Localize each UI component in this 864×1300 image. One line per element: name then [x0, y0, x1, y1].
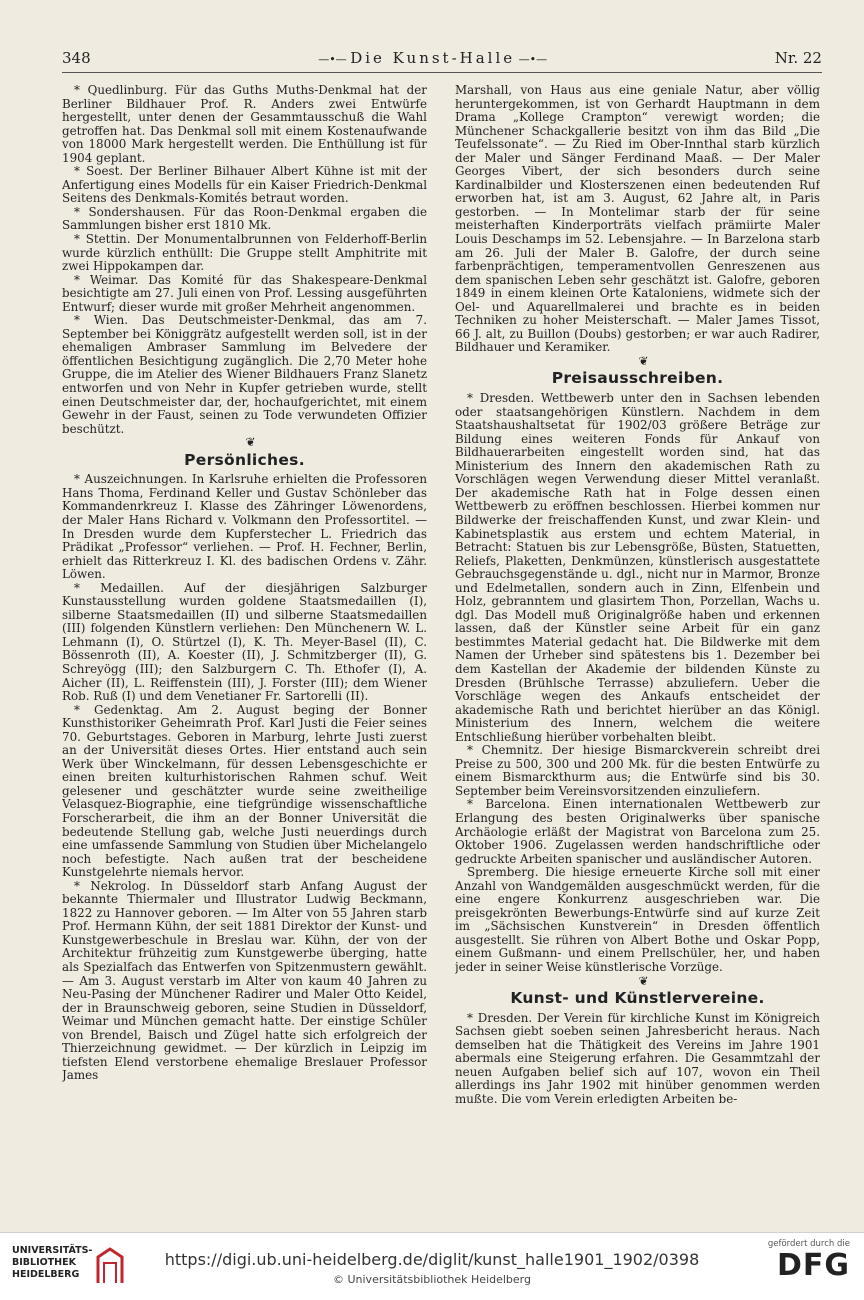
header-rule	[62, 72, 822, 73]
article-paragraph: * Gedenktag. Am 2. August beging der Bonner Kunsthistoriker Geheimrath Prof. Karl Justi die Feier seines 70. Geburtstages. Geboren in Marburg, lehrte Justi zuerst an der Universität dieses Ortes. Hier entstand auch sein Werk über Winckelmann, für dessen Lebensgeschichte er einen breiten kulturhistorischen Rahmen schuf. Weit gelesener und geschätzter wurde seine zweitheilige Velasquez-Biographie, eine tiefgründige wissenschaftliche Forscherarbeit, die ihm an der Bonner Universität die bedeutende Stellung gab, welche Justi neuerdings durch eine umfassende Sammlung von Studien über Michelangelo noch befestigte. Nach außen trat der bescheidene Kunstgelehrte niemals hervor.	[62, 702, 427, 880]
library-line-3: HEIDELBERG	[12, 1269, 80, 1280]
copyright-notice: © Universitätsbibliothek Heidelberg	[332, 1273, 531, 1286]
article-paragraph: * Weimar. Das Komité für das Shakespeare-Denkmal besichtigte am 27. Juli einen von Prof. Lessing ausgeführten Entwurf; dieser wurde mit großer Mehrheit angenommen.	[62, 272, 427, 314]
dfg-wordmark: DFG	[776, 1248, 850, 1283]
permalink-url[interactable]: https://digi.ub.uni-heidelberg.de/diglit/kunst_halle1901_1902/0398	[164, 1250, 700, 1269]
article-paragraph: * Wien. Das Deutschmeister-Denkmal, das am 7. September bei Königgrätz aufgestellt werden soll, ist in der ehemaligen Ambraser Sammlung im Belvedere der öffentlichen Besichtigung zugänglich. Die 2,70 Meter hohe Gruppe, die im Atelier des Wiener Bildhauers Franz Slanetz entworfen und von Nehr in Kupfer getrieben wurde, stellt einen Deutschmeister dar, der, hochaufgerichtet, mit einem Gewehr in der Faust, seinen zu Tode verwundeten Offizier beschützt.	[62, 313, 427, 436]
article-paragraph: * Medaillen. Auf der diesjährigen Salzburger Kunstausstellung wurden goldene Staatsmedaillen (I), silberne Staatsmedaillen (II) und silberne Staatsmedaillen (III) folgenden Künstlern verliehen: Den Münchenern W. L. Lehmann (I), O. Stürtzel (I), K. Th. Meyer-Basel (II), C. Bössenroth (II), A. Koester (II), J. Schmitzberger (II), G. Schreyögg (III); den Salzburgern C. Th. Ethofer (I), A. Aicher (II), L. Reiffenstein (III), J. Forster (III); dem Wiener Rob. Ruß (I) und dem Venetianer Fr. Sartorelli (II).	[62, 580, 427, 704]
article-paragraph: * Chemnitz. Der hiesige Bismarckverein schreibt drei Preise zu 500, 300 und 200 Mk. für die besten Entwürfe zu einem Bismarckthurm aus; die Entwürfe sind bis 30. September beim Vereinsvorsitzenden einzuliefern.	[455, 743, 820, 798]
article-paragraph: * Quedlinburg. Für das Guths Muths-Denkmal hat der Berliner Bildhauer Prof. R. Anders zwei Entwürfe hergestellt, unter denen der Gesammtausschuß die Wahl getroffen hat. Das Denkmal soll mit einem Kostenaufwande von 18000 Mark hergestellt werden. Die Enthüllung ist für 1904 geplant.	[62, 84, 427, 165]
page-number: 348	[62, 49, 91, 67]
issue-number: Nr. 22	[774, 49, 822, 67]
library-line-2: BIBLIOTHEK	[12, 1257, 76, 1268]
ornament-icon: ❦	[638, 353, 649, 368]
article-paragraph: * Barcelona. Einen internationalen Wettbewerb zur Erlangung des besten Originalwerks über spanische Archäologie erläßt der Magistrat von Barcelona zum 25. Oktober 1906. Zugelassen werden handschriftliche oder gedruckte Arbeiten spanischer und ausländischer Autoren.	[455, 797, 820, 866]
library-line-1: UNIVERSITÄTS-	[12, 1245, 93, 1256]
article-paragraph: * Nekrolog. In Düsseldorf starb Anfang August der bekannte Thiermaler und Illustrator Ludwig Beckmann, 1822 zu Hannover geboren. — Im Alter von 55 Jahren starb Prof. Hermann Kühn, der seit 1881 Direktor der Kunst- und Kunstgewerbeschule in Breslau war. Kühn, der von der Architektur frühzeitig zum Kunstgewerbe überging, hatte als Spezialfach das Entwerfen von Spitzenmustern gewählt. — Am 3. August verstarb im Alter von kaum 40 Jahren zu Neu-Pasing der Münchener Radirer und Maler Otto Keidel, der in Braunschweig geboren, seine Studien in Düsseldorf, Weimar und München gemacht hatte. Der einstige Schüler von Brendel, Baisch und Zügel hatte sich erfolgreich der Thierzeichnung gewidmet. — Der kürzlich in Leipzig im tiefsten Elend verstorbene ehemalige Breslauer Professor James	[62, 878, 427, 1083]
footer-bar	[0, 1232, 864, 1300]
section-heading: Persönliches.	[184, 450, 305, 469]
article-paragraph: * Stettin. Der Monumentalbrunnen von Felderhoff-Berlin wurde kürzlich enthüllt: Die Gruppe stellt Amphitrite mit zwei Hippokampen dar.	[62, 232, 427, 274]
journal-title: —•— Die Kunst-Halle —•—	[318, 49, 547, 67]
article-paragraph: * Dresden. Der Verein für kirchliche Kunst im Königreich Sachsen giebt soeben seinen Jahresbericht heraus. Nach demselben hat die Thätigkeit des Vereins im Jahre 1901 abermals eine Steigerung erfahren. Die Gesammtzahl der neuen Aufgaben belief sich auf 107, wovon ein Theil allerdings ins Jahr 1902 mit hinüber genommen werden mußte. Die vom Verein erledigten Arbeiten be-	[455, 1010, 820, 1106]
article-paragraph: * Auszeichnungen. In Karlsruhe erhielten die Professoren Hans Thoma, Ferdinand Keller und Gustav Schönleber das Kommandenrkreuz I. Klasse des Zähringer Löwenordens, der Maler Hans Richard v. Volkmann den Professortitel. — In Dresden wurde dem Kupferstecher L. Friedrich das Prädikat „Professor“ verliehen. — Prof. H. Fechner, Berlin, erhielt das Ritterkreuz I. Kl. des badischen Ordens v. Zähr. Löwen.	[62, 472, 427, 582]
dfg-logo	[740, 1239, 850, 1283]
article-paragraph: Marshall, von Haus aus eine geniale Natur, aber völlig heruntergekommen, ist von Gerhardt Hauptmann in dem Drama „Kollege Crampton“ verewigt worden; die Münchener Schackgallerie besitzt von ihm das Bild „Die Teufelssonate“. — Zu Ried im Ober-Innthal starb kürzlich der Maler und Sänger Ferdinand Maaß. — Der Maler Georges Vibert, der sich besonders durch seine Kardinalbilder und Klosterszenen einen bedeutenden Ruf erworben hat, ist am 3. August, 62 Jahre alt, in Paris gestorben. — In Montelimar starb der für seine meisterhaften Kinderporträts vielfach prämiirte Maler Louis Deschamps im 52. Lebensjahre. — In Barzelona starb am 26. Juli der Maler B. Galofre, der durch seine farbenprächtigen, temperamentvollen Genreszenen aus dem spanischen Leben sehr geschätzt ist. Galofre, geboren 1849 in einem kleinen Orte Kataloniens, widmete sich der Oel- und Aquarellmalerei und brachte es in beiden Techniken zu hoher Meisterschaft. — Maler James Tissot, 66 J. alt, zu Buillon (Doubs) gestorben; er war auch Radirer, Bildhauer und Keramiker.	[455, 84, 820, 355]
article-paragraph: * Soest. Der Berliner Bilhauer Albert Kühne ist mit der Anfertigung eines Modells für ein Kaiser Friedrich-Denkmal Seitens des Denkmals-Komités betraut worden.	[62, 164, 427, 206]
page-header	[62, 44, 822, 72]
article-paragraph: Spremberg. Die hiesige erneuerte Kirche soll mit einer Anzahl von Wandgemälden ausgeschmückt werden, für die eine engere Konkurrenz ausgeschrieben war. Die preisgekrönten Bewerbungs-Entwürfe sind auf kurze Zeit im „Sächsischen Kunstverein“ in Dresden öffentlich ausgestellt. Sie rühren von Albert Bothe und Oskar Popp, einem Gußmann- und einem Prellschüler, her, und haben jeder in seiner Weise künstlerische Vorzüge.	[455, 865, 820, 974]
funded-by-label: gefördert durch die	[767, 1239, 850, 1249]
article-paragraph: * Sondershausen. Für das Roon-Denkmal ergaben die Sammlungen bisher erst 1810 Mk.	[62, 204, 427, 233]
section-heading: Kunst- und Künstlervereine.	[510, 989, 765, 1008]
ornament-icon: ❦	[245, 435, 256, 450]
left-column	[62, 84, 427, 1204]
section-heading: Preisausschreiben.	[551, 369, 724, 388]
ornament-icon: ❦	[638, 973, 649, 988]
right-column	[455, 84, 820, 1204]
article-paragraph: * Dresden. Wettbewerb unter den in Sachsen lebenden oder staatsangehörigen Künstlern. Nachdem in dem Staatshaushaltsetat für 1902/03 größere Beträge zur Bildung eines weiteren Fonds für Ankauf von Bildhauerarbeiten eingestellt worden sind, hat das Ministerium des Innern den akademischen Rath zu Vorschlägen wegen Verwendung dieser Mittel veranlaßt. Der akademische Rath hat in Folge dessen einen Wettbewerb zu eröffnen beschlossen. Hierbei kommen nur Bildwerke der freischaffenden Kunst, und zwar Klein- und Kabinetsplastik aus erstem und echtem Material, in Betracht: Statuen bis zur Lebensgröße, Büsten, Statuetten, Reliefs, Plaketten, Denkmünzen, künstlerisch ausgestattete Gebrauchsgegenstände u. dgl., nicht nur in Marmor, Bronze und Edelmetallen, sondern auch in Zinn, Elfenbein und Holz, gebranntem und glasirtem Thon, Porzellan, Wachs u. dgl. Das Modell muß Originalgröße haben und erkennen lassen, daß der Künstler seine Arbeit für ein ganz bestimmtes Material gedacht hat. Die Bildwerke mit dem Namen der Urheber sind spätestens bis 1. Dezember bei dem Kastellan der Akademie der bildenden Künste zu Dresden (Brühlsche Terrasse) abzuliefern. Ueber die Vorschläge wegen des Ankaufs entscheidet der akademische Rath und berichtet hierüber an das Königl. Ministerium des Innern, welchem die weitere Entschließung hierüber vorbehalten bleibt.	[455, 391, 820, 744]
